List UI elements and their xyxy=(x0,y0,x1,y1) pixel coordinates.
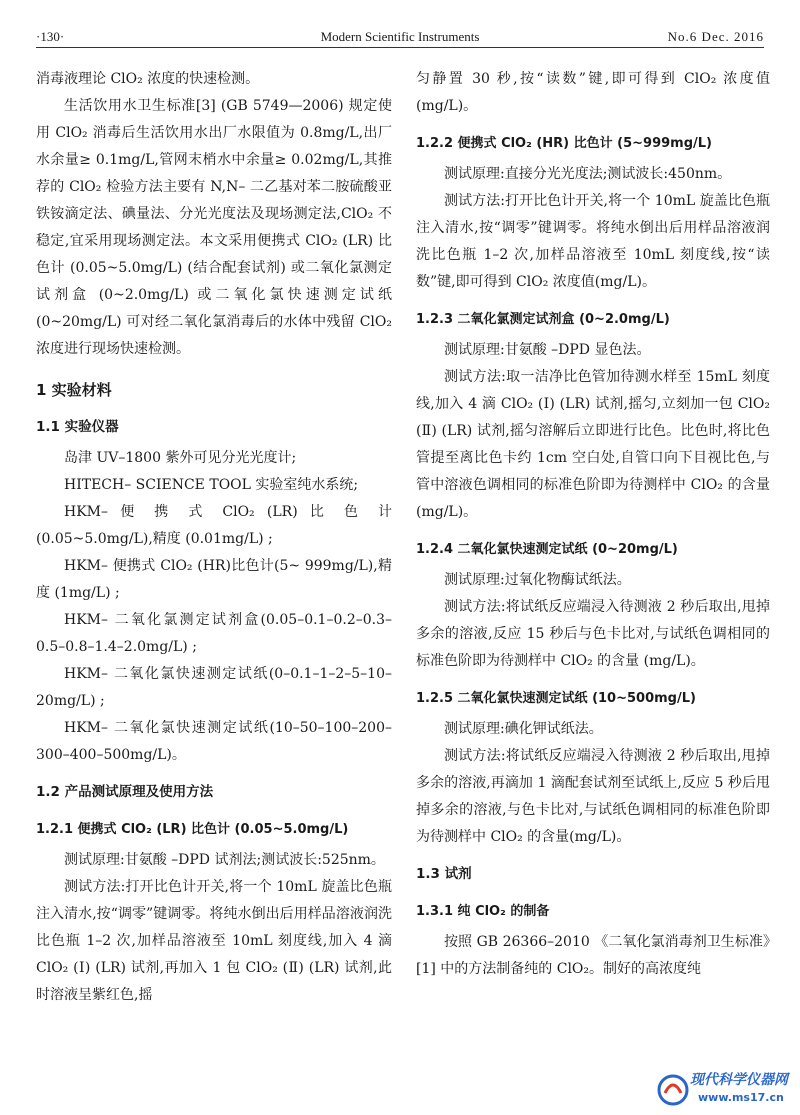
list-item: HKM– 便携式 ClO₂ (HR)比色计(5~ 999mg/L),精度 (1mg/L) ; xyxy=(36,558,392,601)
paragraph: 生活饮用水卫生标准[3] (GB 5749—2006) 规定使用 ClO₂ 消毒后生活饮用水出厂水限值为 0.8mg/L,出厂水余量≥ 0.1mg/L,管网末梢水中余量≥ 0.02mg/L,其推荐的 ClO₂ 检验方法主要有 N,N– 二乙基对苯二胺硫酸亚铁铵滴定法、碘量法、分光光度法及现场测定法,ClO₂ 不稳定,宜采用现场测定法。本文采用便携式 ClO₂ (LR) 比色计 (0.05~5.0mg/L) (结合配套试剂) 或二氧化氯测定试剂盒 (0~2.0mg/L) 或二氧化氯快速测定试纸 (0~20mg/L) 可对经二氧化氯消毒后的水体中残留 ClO₂ 浓度进行现场快速检测。 xyxy=(36,98,392,357)
paragraph: 测试原理:碘化钾试纸法。 xyxy=(444,721,603,737)
site-watermark xyxy=(656,1067,796,1111)
paragraph: 按照 GB 26366–2010 《二氧化氯消毒剂卫生标准》[1] 中的方法制备纯的 ClO₂。制好的高浓度纯 xyxy=(416,934,770,977)
list-item: HKM– 二氧化氯快速测定试纸(10–50–100–200–300–400–500mg/L)。 xyxy=(36,720,392,763)
paragraph: 测试原理:直接分光光度法;测试波长:450nm。 xyxy=(444,166,732,182)
subsection-heading: 1.1 实验仪器 xyxy=(36,419,119,435)
subsubsection-heading: 1.2.1 便携式 ClO₂ (LR) 比色计 (0.05~5.0mg/L) xyxy=(36,822,349,837)
list-item: 岛津 UV–1800 紫外可见分光光度计; xyxy=(64,450,297,466)
paragraph: 测试方法:打开比色计开关,将一个 10mL 旋盖比色瓶注入清水,按“调零”键调零。将纯水倒出后用样品溶液润洗比色瓶 1–2 次,加样品溶液至 10mL 刻度线,加入 4 滴 ClO₂ (Ⅰ) (LR) 试剂,再加入 1 包 ClO₂ (Ⅱ) (LR) 试剂,此时溶液呈紫红色,摇 xyxy=(36,879,392,1003)
page-number: ·130· xyxy=(36,29,65,44)
right-column xyxy=(416,66,770,983)
paragraph: 测试方法:取一洁净比色管加待测水样至 15mL 刻度线,加入 4 滴 ClO₂ (Ⅰ) (LR) 试剂,摇匀,立刻加一包 ClO₂ (Ⅱ) (LR) 试剂,摇匀溶解后立即进行比色。比色时,将比色管提至离比色卡约 1cm 空白处,自管口向下目视比色,与管中溶液色调相同的标准色阶即为待测样中 ClO₂ 的含量(mg/L)。 xyxy=(416,369,770,520)
left-column xyxy=(36,66,392,1009)
paragraph: 测试原理:甘氨酸 –DPD 显色法。 xyxy=(444,342,651,358)
paragraph: 测试方法:将试纸反应端浸入待测液 2 秒后取出,甩掉多余的溶液,反应 15 秒后与色卡比对,与试纸色调相同的标准色阶即为待测样中 ClO₂ 的含量 (mg/L)。 xyxy=(416,599,770,669)
list-item: HITECH– SCIENCE TOOL 实验室纯水系统; xyxy=(64,477,359,493)
list-item: HKM– 便 携 式 ClO₂ (LR) 比 色 计 (0.05~5.0mg/L),精度 (0.01mg/L) ; xyxy=(36,504,392,547)
list-item: HKM– 二氧化氯测定试剂盒(0.05–0.1–0.2–0.3–0.5–0.8–1.4–2.0mg/L) ; xyxy=(36,612,392,655)
watermark-logo-icon xyxy=(656,1073,690,1107)
paragraph: 测试原理:过氧化物酶试纸法。 xyxy=(444,572,631,588)
subsubsection-heading: 1.2.5 二氧化氯快速测定试纸 (10~500mg/L) xyxy=(416,691,696,706)
watermark-title: 现代科学仪器网 xyxy=(690,1072,788,1088)
watermark-url: www.ms17.cn xyxy=(698,1091,784,1104)
subsection-heading: 1.2 产品测试原理及使用方法 xyxy=(36,784,214,800)
paragraph: 匀静置 30 秒,按“读数”键,即可得到 ClO₂ 浓度值 (mg/L)。 xyxy=(416,71,770,114)
subsubsection-heading: 1.2.2 便携式 ClO₂ (HR) 比色计 (5~999mg/L) xyxy=(416,136,712,151)
paragraph: 测试方法:将试纸反应端浸入待测液 2 秒后取出,甩掉多余的溶液,再滴加 1 滴配套试剂至试纸上,反应 5 秒后甩掉多余的溶液,与色卡比对,与试纸色调相同的标准色阶即为待测样中 ClO₂ 的含量(mg/L)。 xyxy=(416,748,770,845)
paragraph: 消毒液理论 ClO₂ 浓度的快速检测。 xyxy=(36,71,260,87)
list-item: HKM– 二氧化氯快速测定试纸(0–0.1–1–2–5–10–20mg/L) ; xyxy=(36,666,392,709)
issue-info: No.6 Dec. 2016 xyxy=(667,29,764,44)
subsubsection-heading: 1.2.4 二氧化氯快速测定试纸 (0~20mg/L) xyxy=(416,542,678,557)
subsubsection-heading: 1.2.3 二氧化氯测定试剂盒 (0~2.0mg/L) xyxy=(416,312,670,327)
running-header xyxy=(36,26,764,48)
paragraph: 测试原理:甘氨酸 –DPD 试剂法;测试波长:525nm。 xyxy=(64,852,385,868)
section-heading: 1 实验材料 xyxy=(36,381,112,399)
paragraph: 测试方法:打开比色计开关,将一个 10mL 旋盖比色瓶注入清水,按“调零”键调零。将纯水倒出后用样品溶液润洗比色瓶 1–2 次,加样品溶液至 10mL 刻度线,按“读数”键,即可得到 ClO₂ 浓度值(mg/L)。 xyxy=(416,193,770,290)
journal-title: Modern Scientific Instruments xyxy=(320,29,480,44)
subsubsection-heading: 1.3.1 纯 ClO₂ 的制备 xyxy=(416,904,550,919)
subsection-heading: 1.3 试剂 xyxy=(416,866,472,882)
